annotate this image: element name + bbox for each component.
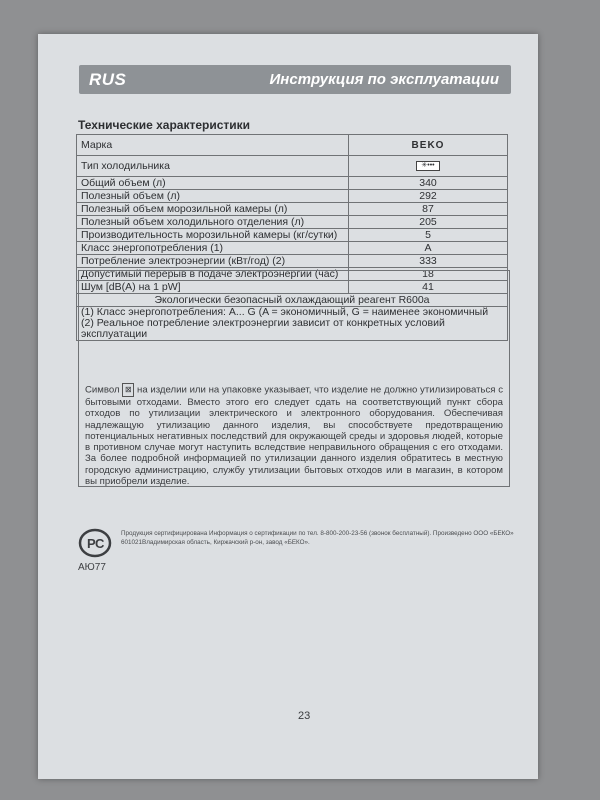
page-number: 23 — [298, 710, 311, 722]
table-row — [77, 216, 508, 229]
spec-label: Класс энергопотребления (1) — [77, 242, 349, 255]
spec-value: 333 — [349, 255, 508, 268]
spec-value: 292 — [349, 190, 508, 203]
spec-value: 18 — [349, 268, 508, 281]
table-row — [77, 229, 508, 242]
manual-title: Инструкция по эксплуатации — [269, 71, 499, 88]
table-row — [77, 177, 508, 190]
table-row — [77, 242, 508, 255]
table-row — [77, 190, 508, 203]
spec-value: 340 — [349, 177, 508, 190]
footnote-2: (2) Реальное потребление электроэнергии зависит от конкретных условий эксплуатации — [81, 317, 445, 340]
spec-label: Допустимый перерыв в подаче электроэнергии (час) — [77, 268, 349, 281]
freezer-rating-icon: ✳••• — [416, 161, 440, 171]
disposal-info-box — [78, 270, 510, 487]
certification-code: АЮ77 — [78, 562, 106, 573]
certification-text: Продукция сертифицирована Информация о сертификации по тел. 8-800-200-23-56 (звонок бесплатный). Произведено ООО «БЕКО» 601021Владимирская область, Киржачский р-он, завод «БЕКО». — [121, 530, 514, 546]
section-title: Технические характеристики — [78, 118, 251, 132]
spec-label: Марка — [77, 135, 349, 156]
svg-text:С: С — [95, 536, 105, 551]
spec-label: Тип холодильника — [77, 156, 349, 177]
brand-logo: BEKO — [411, 139, 445, 151]
spec-label: Полезный объем холодильного отделения (л) — [77, 216, 349, 229]
spec-label: Полезный объем (л) — [77, 190, 349, 203]
disposal-text: Символ ⊠ на изделии или на упаковке указывает, что изделие не должно утилизироваться с бытовыми отходами. Вместо этого его следует сдать на соответствующий пункт сбора отходов по утилизации электрического и электронного оборудования. Обеспечивая надлежащую утилизацию данного изделия, вы способствуете предотвращению потенциальных негативных последствий для окружающей среды и здоровья людей, которые в противном случае могут наступить вследствие неправильного обращения с его отходами. За более подробной информацией по утилизации данного изделия обратитесь в местную городскую администрацию, службу утилизации бытовых отходов или в магазин, в котором вы приобрели изделие. — [85, 384, 504, 488]
spec-label: Шум [dB(A) на 1 pW] — [77, 281, 349, 294]
table-row — [77, 135, 508, 156]
spec-value: 205 — [349, 216, 508, 229]
crossed-bin-icon: ⊠ — [122, 383, 134, 397]
spec-label: Производительность морозильной камеры (кг/сутки) — [77, 229, 349, 242]
table-row — [77, 255, 508, 268]
spec-value: 5 — [349, 229, 508, 242]
footnote-1: (1) Класс энергопотребления: A... G (A = экономичный, G = наименее экономичный — [81, 306, 489, 318]
spec-label: Полезный объем морозильной камеры (л) — [77, 203, 349, 216]
spec-label: Общий объем (л) — [77, 177, 349, 190]
refrigerant-note: Экологически безопасный охлаждающий реагент R600a — [77, 294, 508, 307]
spec-label: Потребление электроэнергии (кВт/год) (2) — [77, 255, 349, 268]
svg-text:Р: Р — [87, 536, 96, 551]
document-page — [38, 34, 538, 779]
certification-logo-icon — [78, 528, 112, 558]
language-code: RUS — [89, 70, 127, 89]
table-row — [77, 203, 508, 216]
table-row — [77, 156, 508, 177]
spec-value: A — [349, 242, 508, 255]
spec-value: 41 — [349, 281, 508, 294]
spec-value: 87 — [349, 203, 508, 216]
header-bar — [79, 65, 511, 94]
